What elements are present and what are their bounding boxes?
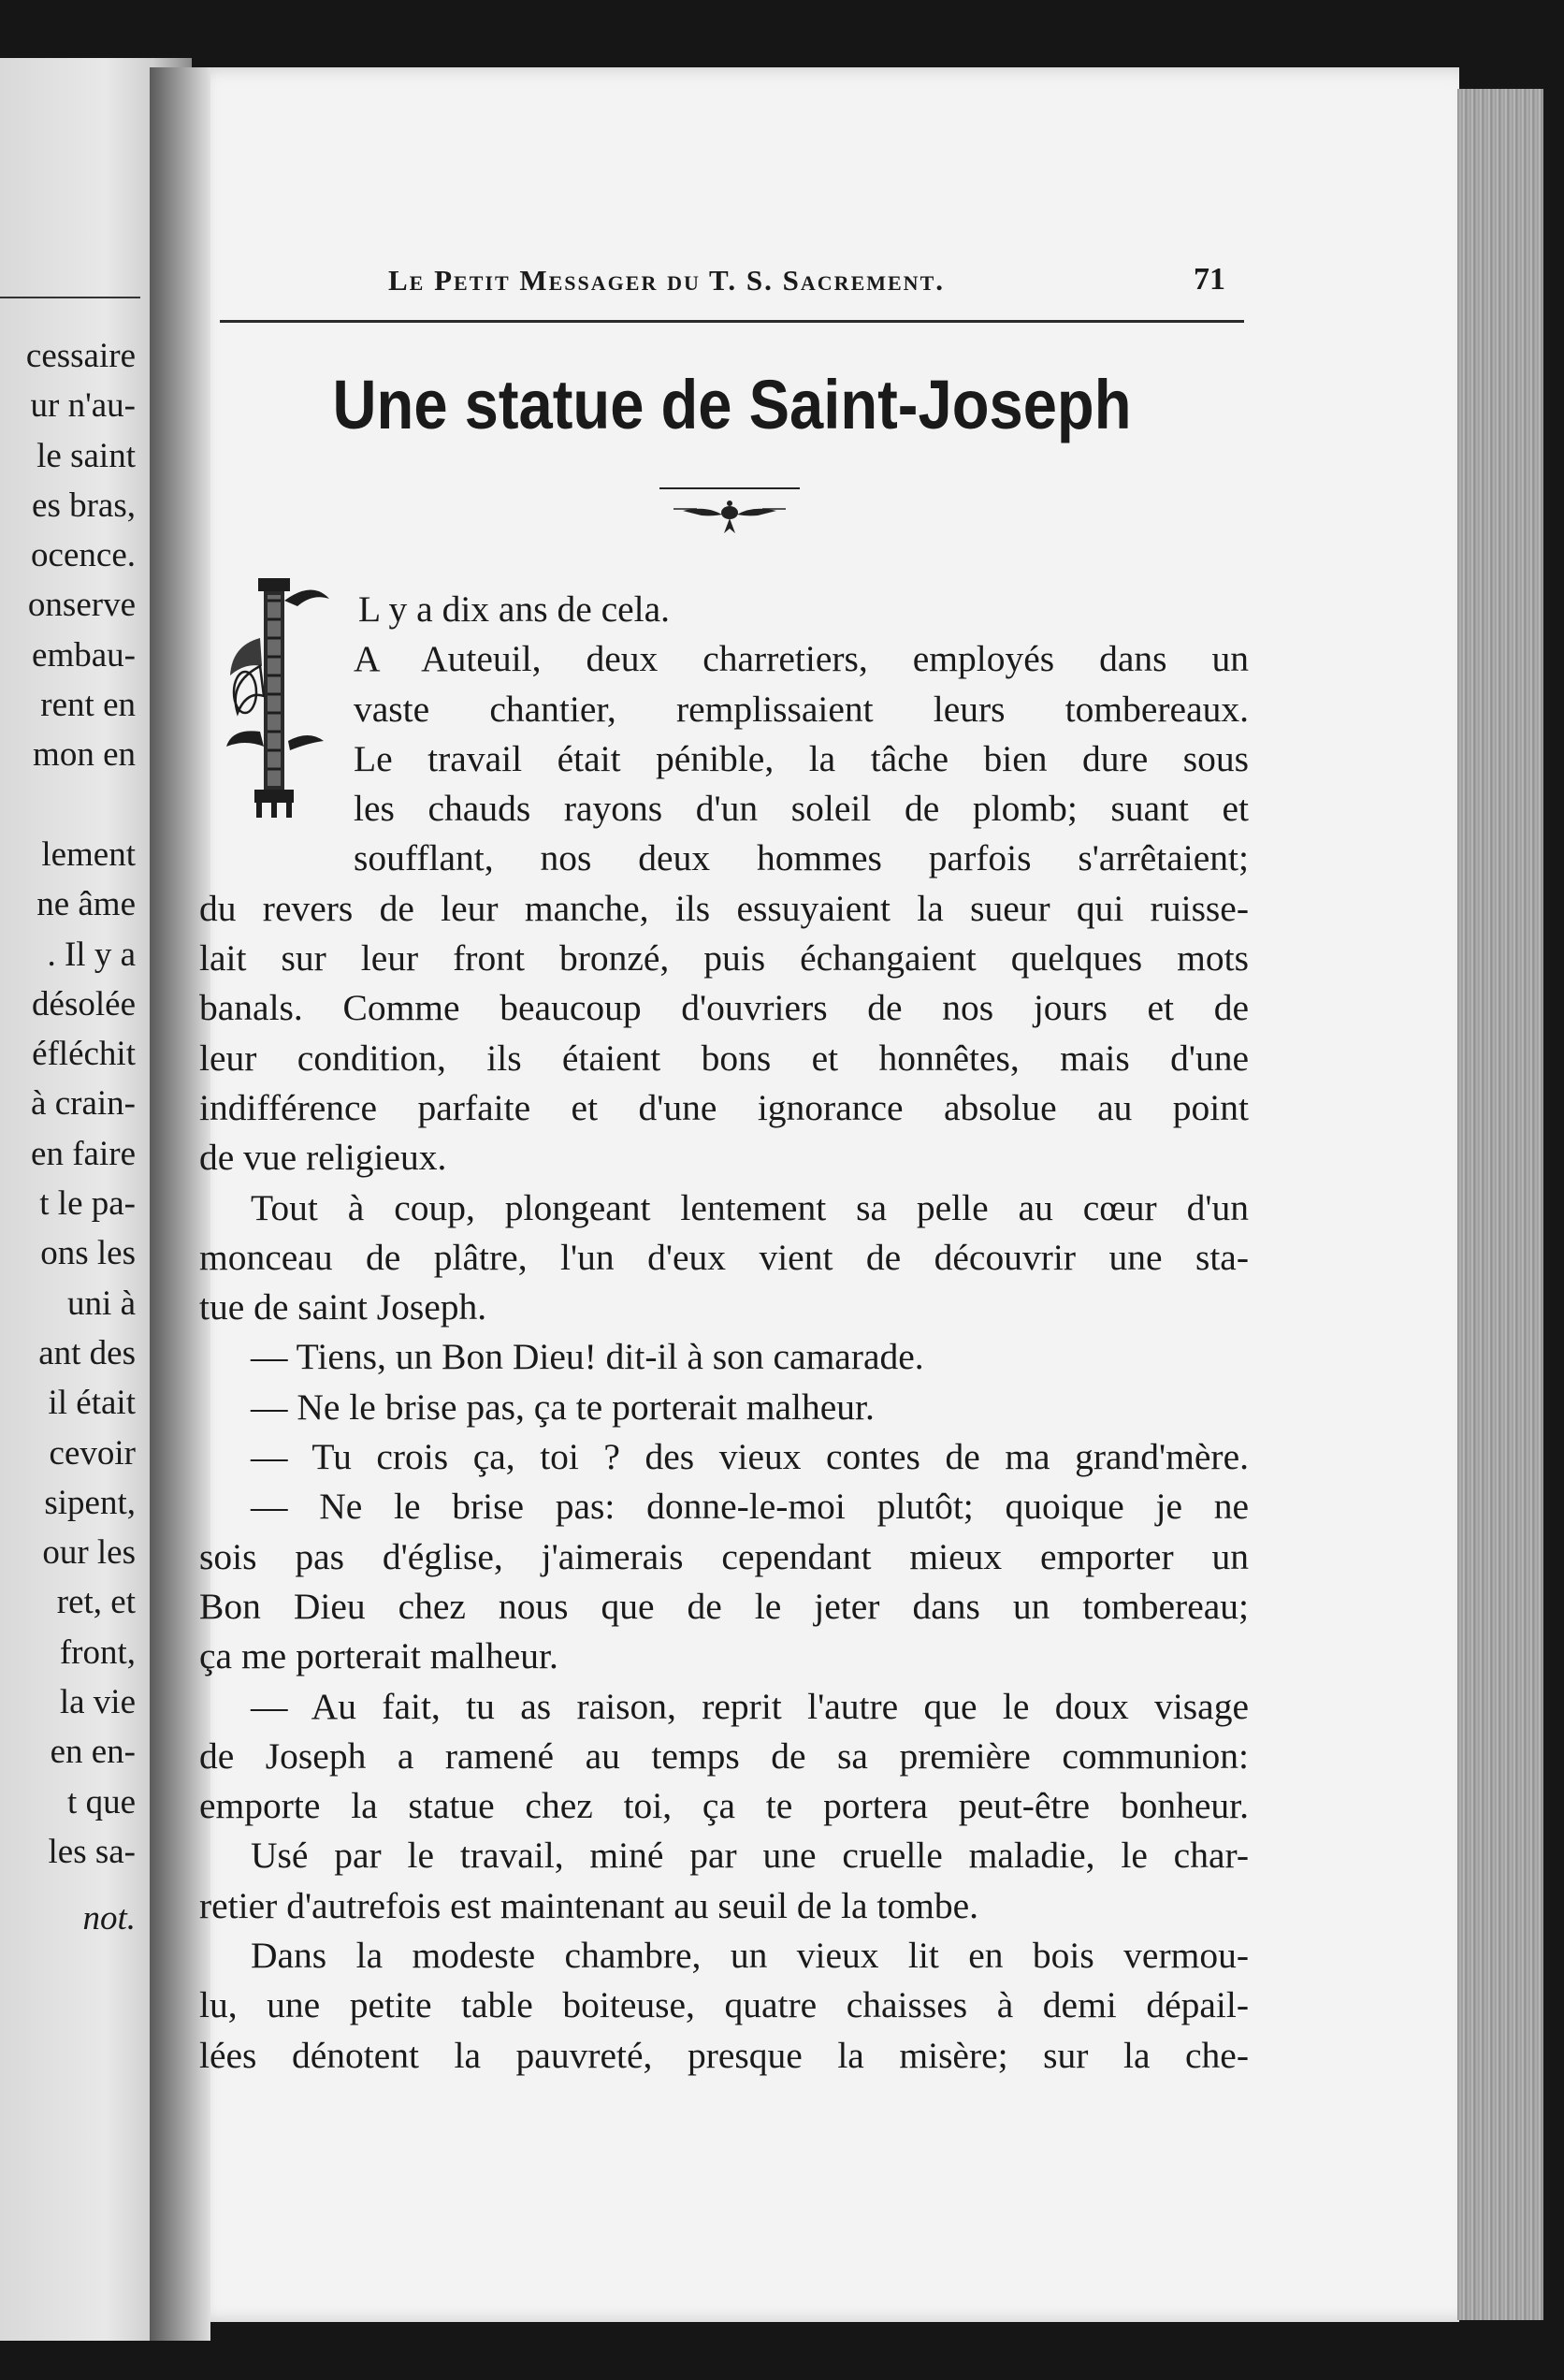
text-line: — Ne le brise pas, ça te porterait malheur. bbox=[251, 1386, 875, 1428]
text-line: de vue religieux. bbox=[199, 1137, 447, 1179]
paragraph bbox=[199, 1332, 1249, 1382]
left-line: ret, et bbox=[56, 1583, 136, 1622]
paragraph bbox=[199, 1432, 1249, 1482]
left-line: ur n'au- bbox=[30, 386, 136, 426]
left-line: es bras, bbox=[32, 486, 136, 525]
text-line: — Tu crois ça, toi ? des vieux contes de ma grand'mère. bbox=[251, 1436, 1249, 1478]
ornament-icon bbox=[655, 485, 804, 550]
text-line: lu, une petite table boiteuse, quatre chaisses à demi dépail- bbox=[199, 1984, 1249, 2026]
left-line: en faire bbox=[31, 1134, 136, 1173]
text-line: A Auteuil, deux charretiers, employés dans un bbox=[354, 638, 1249, 680]
left-line: ocence. bbox=[31, 536, 136, 575]
text-line: lait sur leur front bronzé, puis échangaient quelques mots bbox=[199, 937, 1249, 980]
left-line: le saint bbox=[36, 436, 136, 475]
text-line: Bon Dieu chez nous que de le jeter dans un tombereau; bbox=[199, 1585, 1249, 1627]
left-page-rule bbox=[0, 297, 140, 298]
left-line: front, bbox=[59, 1633, 136, 1672]
text-line: les chauds rayons d'un soleil de plomb; suant et bbox=[354, 788, 1249, 830]
text-line: retier d'autrefois est maintenant au seuil de la tombe. bbox=[199, 1884, 979, 1926]
paragraph bbox=[199, 1831, 1249, 1931]
paragraph bbox=[199, 585, 1249, 1183]
text-line: lées dénotent la pauvreté, presque la misère; sur la che- bbox=[199, 2034, 1249, 2076]
text-line: vaste chantier, remplissaient leurs tombereaux. bbox=[354, 688, 1249, 730]
text-line: Usé par le travail, miné par une cruelle maladie, le char- bbox=[251, 1835, 1249, 1877]
paragraph bbox=[199, 1183, 1249, 1333]
left-line: embau- bbox=[32, 635, 136, 675]
paragraph bbox=[199, 1383, 1249, 1432]
text-line: Le travail était pénible, la tâche bien dure sous bbox=[354, 737, 1249, 779]
text-line: sois pas d'église, j'aimerais cependant mieux emporter un bbox=[199, 1535, 1249, 1577]
text-line: L y a dix ans de cela. bbox=[358, 588, 671, 630]
left-line: la vie bbox=[59, 1683, 136, 1722]
left-line: onserve bbox=[27, 586, 136, 625]
page-number: 71 bbox=[1194, 262, 1225, 297]
left-line: ons les bbox=[40, 1234, 136, 1273]
article-body bbox=[199, 585, 1249, 2081]
text-line: leur condition, ils étaient bons et honnêtes, mais d'une bbox=[199, 1037, 1249, 1079]
left-line: éfléchit bbox=[32, 1035, 136, 1074]
left-line: rent en bbox=[40, 686, 136, 725]
left-line: lement bbox=[41, 834, 136, 874]
running-header bbox=[220, 254, 1244, 323]
text-line: ça me porterait malheur. bbox=[199, 1635, 558, 1677]
text-line: — Au fait, tu as raison, reprit l'autre que le doux visage bbox=[251, 1685, 1249, 1727]
left-line: . Il y a bbox=[47, 935, 136, 974]
left-line: les sa- bbox=[48, 1832, 136, 1871]
text-line: de Joseph a ramené au temps de sa première communion: bbox=[199, 1734, 1249, 1777]
left-line: t le pa- bbox=[39, 1184, 136, 1224]
left-line bbox=[26, 780, 136, 830]
left-line: cevoir bbox=[49, 1433, 136, 1473]
paragraph bbox=[199, 1682, 1249, 1832]
article-title: Une statue de Saint-Joseph bbox=[332, 366, 1132, 443]
text-line: emporte la statue chez toi, ça te portera peut-être bonheur. bbox=[199, 1785, 1249, 1827]
text-line: Tout à coup, plongeant lentement sa pelle au cœur d'un bbox=[251, 1186, 1249, 1228]
left-line: ne âme bbox=[36, 885, 136, 924]
left-line: uni à bbox=[67, 1284, 136, 1323]
text-line: indifférence parfaite et d'une ignorance absolue au point bbox=[199, 1086, 1249, 1128]
text-line: tue de saint Joseph. bbox=[199, 1286, 487, 1328]
left-line: sipent, bbox=[44, 1483, 136, 1522]
paragraph bbox=[199, 1482, 1249, 1681]
left-page-text bbox=[26, 331, 136, 1944]
page-edges bbox=[1457, 89, 1543, 2320]
left-line: il était bbox=[48, 1384, 136, 1423]
left-line: en en- bbox=[50, 1733, 136, 1772]
text-line: Dans la modeste chambre, un vieux lit en bois vermou- bbox=[251, 1935, 1249, 1977]
text-line: — Ne le brise pas: donne-le-moi plutôt; quoique je ne bbox=[251, 1486, 1249, 1528]
left-page-signature: not. bbox=[82, 1899, 136, 1938]
text-line: du revers de leur manche, ils essuyaient la sueur qui ruisse- bbox=[199, 887, 1249, 929]
text-line: — Tiens, un Bon Dieu! dit-il à son camarade. bbox=[251, 1336, 924, 1378]
left-line: à crain- bbox=[31, 1084, 136, 1124]
text-line: monceau de plâtre, l'un d'eux vient de découvrir une sta- bbox=[199, 1236, 1249, 1278]
left-line: désolée bbox=[32, 984, 136, 1023]
text-line: soufflant, nos deux hommes parfois s'arrêtaient; bbox=[354, 837, 1249, 879]
text-line: banals. Comme beaucoup d'ouvriers de nos jours et de bbox=[199, 987, 1249, 1029]
left-line: t que bbox=[67, 1782, 136, 1821]
left-line: cessaire bbox=[25, 337, 136, 375]
left-line: our les bbox=[42, 1533, 136, 1573]
left-line: ant des bbox=[38, 1333, 136, 1372]
running-title: Le Petit Messager du T. S. Sacrement. bbox=[388, 264, 945, 297]
left-line: mon en bbox=[33, 735, 136, 775]
paragraph bbox=[199, 1931, 1249, 2081]
